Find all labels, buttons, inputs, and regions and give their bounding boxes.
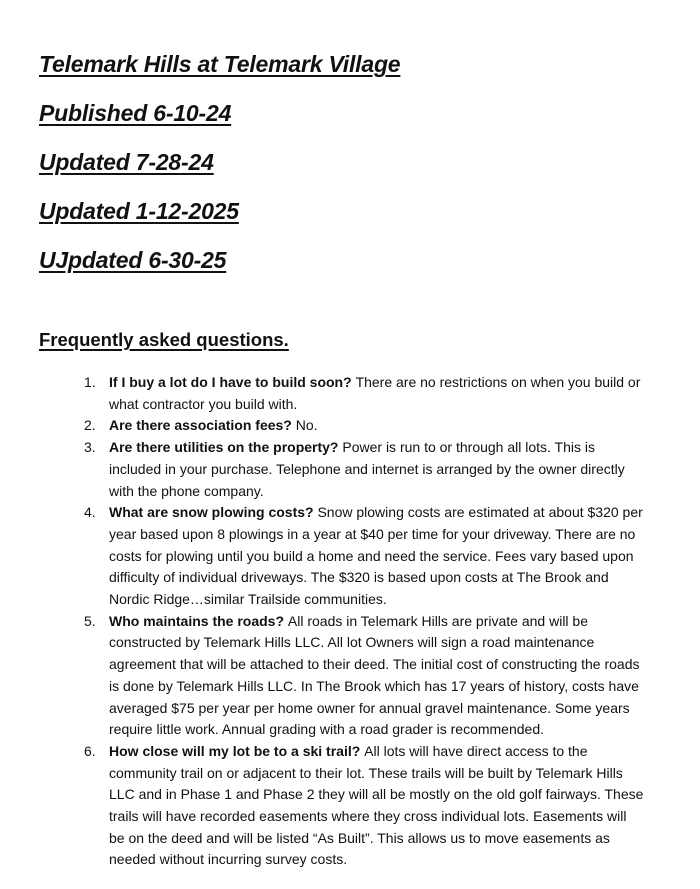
faq-question: How close will my lot be to a ski trail?: [109, 742, 365, 759]
title-block: [39, 40, 400, 285]
faq-item: [84, 741, 644, 871]
faq-number: 6.: [84, 742, 96, 759]
document-title: Telemark Hills at Telemark Village: [39, 51, 401, 77]
faq-answer: Snow plowing costs are estimated at about $320 per year based upon 8 plowings in a year at $40 per time for your driveway. There are no costs for plowing until you build a home and need the service. Fees vary based upon difficulty of individual driveways. The $320 is based upon costs at The Brook and Nordic Ridge…similar Trailside communities.: [109, 504, 643, 608]
updated-date-1: Updated 7-28-24: [39, 149, 214, 175]
published-date: Published 6-10-24: [39, 100, 232, 126]
faq-question: If I buy a lot do I have to build soon?: [109, 374, 356, 390]
faq-item: [84, 415, 644, 437]
faq-answer: Power is run to or through all lots. This is included in your purchase. Telephone and internet is arranged by the owner directly with the phone company.: [109, 439, 625, 499]
faq-number: 2.: [84, 417, 96, 434]
faq-answer: No.: [295, 417, 318, 434]
faq-number: 5.: [84, 612, 96, 629]
faq-item: [84, 502, 644, 611]
faq-question: What are snow plowing costs?: [109, 504, 318, 521]
faq-item: [84, 611, 644, 741]
faq-number: 1.: [84, 374, 96, 390]
faq-question: Are there association fees?: [109, 417, 296, 434]
faq-answer: All roads in Telemark Hills are private and will be constructed by Telemark Hills LLC. All lot Owners will sign a road maintenance agreement that will be attached to their deed. The initial cost of constructing the roads is done by Telemark Hills LLC. In The Brook which has 17 years of history, costs have averaged $75 per year per home owner for annual gravel maintenance. Some years require little work. Annual grading with a road grader is recommended.: [109, 612, 640, 738]
faq-number: 3.: [84, 439, 96, 456]
faq-number: 4.: [84, 504, 96, 521]
updated-date-2: Updated 1-12-2025: [39, 198, 239, 224]
faq-item: [84, 437, 644, 502]
faq-list: [84, 372, 644, 871]
faq-heading: Frequently asked questions.: [39, 329, 289, 350]
faq-question: Are there utilities on the property?: [109, 439, 343, 456]
faq-question: Who maintains the roads?: [109, 612, 288, 629]
faq-answer: There are no restrictions on when you build or what contractor you build with.: [109, 374, 641, 412]
updated-date-3: UJpdated 6-30-25: [39, 247, 227, 273]
faq-answer: All lots will have direct access to the community trail on or adjacent to their lot. These trails will be built by Telemark Hills LLC and in Phase 1 and Phase 2 they will all be mostly on the old golf fairways. These trails will have recorded easements where they cross individual lots. Easements will be on the deed and will be listed “As Built”. This allows us to move easements as needed without incurring survey costs.: [109, 742, 644, 868]
faq-item: [84, 372, 644, 415]
